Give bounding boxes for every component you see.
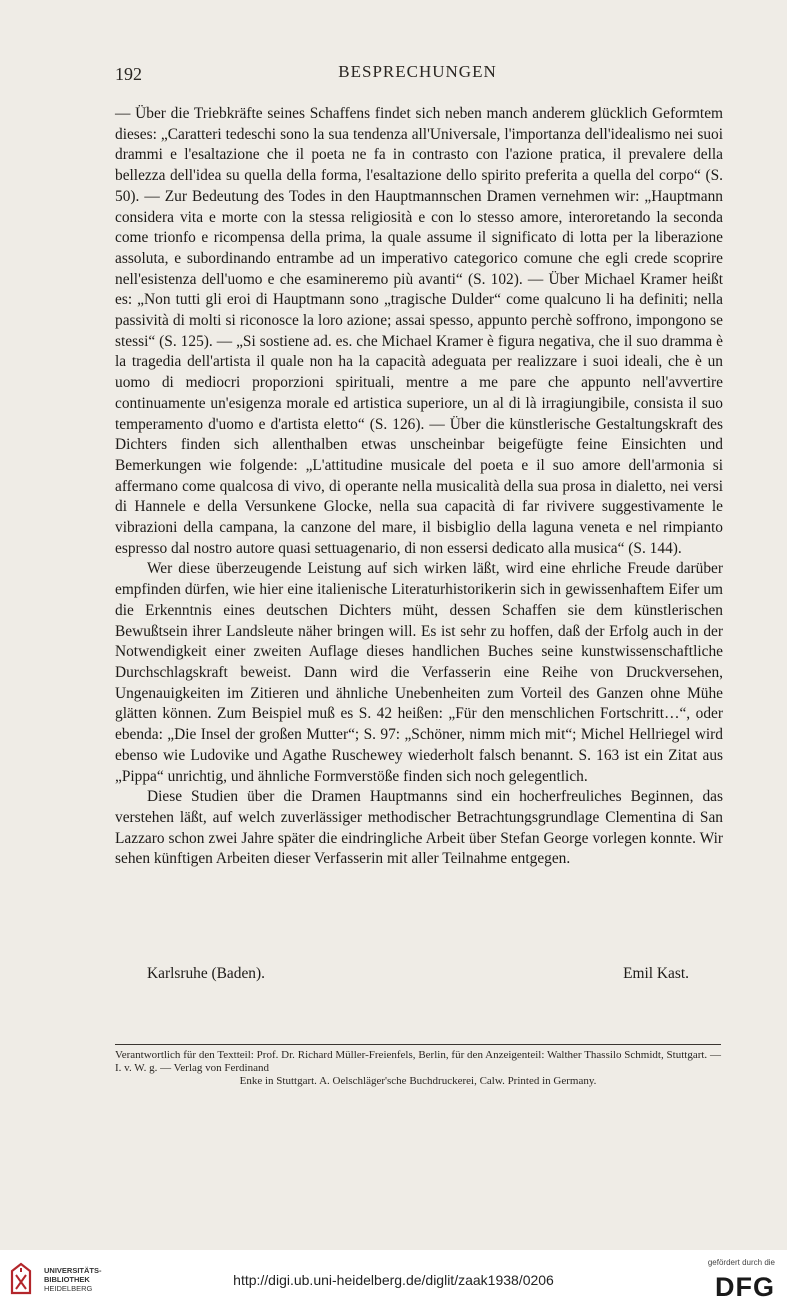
- imprint-divider: [115, 1044, 721, 1045]
- imprint-line: Enke in Stuttgart. A. Oelschläger'sche Buchdruckerei, Calw. Printed in Germany.: [239, 1075, 597, 1087]
- imprint: [115, 1049, 721, 1088]
- imprint-line: Verantwortlich für den Textteil: Prof. Dr. Richard Müller-Freienfels, Berlin, für den Anzeigenteil: Walther Thassilo Schmidt, Stuttgart. — I. v. W. g. — Verlag von Ferdinand: [115, 1049, 721, 1074]
- sponsor-caption: gefördert durch die: [707, 1258, 775, 1267]
- paragraph: Wer diese überzeugende Leistung auf sich wirken läßt, wird eine ehrliche Freude darüber empfinden dürfen, wie hier eine italienische Literaturhistorikerin sich in gewissenhaftem Eifer um die Erkenntnis eines deutschen Dichters müht, dessen Schaffen sie dem künstlerischen Bewußtsein ihrer Landsleute näher bringen will. Es ist sehr zu hoffen, daß der Erfolg auch in der Notwendigkeit einer zweiten Auflage dieses handlichen Buches seine kunstwissenschaftliche Durchschlagskraft beweist. Dann wird die Verfasserin eine Reihe von Druckversehen, Ungenauigkeiten im Zitieren und ähnliche Unebenheiten zum Vorteil des Ganzen ohne Mühe glätten können. Zum Beispiel muß es S. 42 heißen: „Für den menschlichen Fortschritt…“, oder ebenda: „Die Insel der großen Mutter“; S. 97: „Schöner, nimm mich mit“; Michel Hellriegel wird ebenso wie Ludovike und Agathe Ruschewey wiederholt falsch benannt. S. 163 ist ein Zitat aus „Pippa“ unrichtig, und ähnliche Formverstöße finden sich noch gelegentlich.: [115, 560, 723, 785]
- page-number: 192: [115, 64, 142, 84]
- library-name-line: BIBLIOTHEK: [44, 1275, 90, 1284]
- signature-author: Emil Kast.: [623, 965, 689, 982]
- dfg-logo: DFG: [715, 1272, 775, 1302]
- signature-place: Karlsruhe (Baden).: [147, 965, 265, 982]
- library-name-line: HEIDELBERG: [44, 1284, 93, 1293]
- paragraph: Diese Studien über die Dramen Hauptmanns sind ein hocherfreuliches Beginnen, das verstehen läßt, auf welch zuverlässiger methodischer Betrachtungsgrundlage Clementina di San Lazzaro schon zwei Jahre später die eindringliche Arbeit über Stefan George vorlegen konnte. Wir sehen künftigen Arbeiten dieser Verfasserin mit aller Teilnahme entgegen.: [115, 788, 723, 868]
- running-head: BESPRECHUNGEN: [338, 62, 497, 81]
- library-name-line: UNIVERSITÄTS-: [44, 1266, 102, 1275]
- permalink[interactable]: http://digi.ub.uni-heidelberg.de/diglit/zaak1938/0206: [233, 1272, 554, 1288]
- paragraph: — Über die Triebkräfte seines Schaffens findet sich neben manch anderem glücklich Geformtem dieses: „Caratteri tedeschi sono la sua tendenza all'Universale, l'importanza dell'idealismo nei suoi drammi e l'esaltazione che il poeta ne fa in contrasto con l'azione pratica, il prevalere della bellezza dell'idea su quella della forma, l'esaltazione dello spirito preferita a quella del corpo“ (S. 50). — Zur Bedeutung des Todes in den Hauptmannschen Dramen vernehmen wir: „Hauptmann considera vita e morte con la stessa religiosità e con lo stesso amore, interoretando la seconda come trionfo e ricompensa della prima, la quale assume il significato di lotta per la liberazione assoluta, e subordinando entrambe ad un imperativo categorico comune che egli crede scoprire nell'esistenza dell'uomo e che esamineremo più avanti“ (S. 102). — Über Michael Kramer heißt es: „Non tutti gli eroi di Hauptmann sono „tragische Dulder“ come qualcuno li ha definiti; nella passività di molti si riconosce la loro azione; assai spesso, appunto perchè soffrono, impongono se stessi“ (S. 125). — „Si sostiene ad. es. che Michael Kramer è figura negativa, che il suo dramma è la tragedia dell'artista il quale non ha la capacità adeguata per realizzare i suoi ideali, che è un uomo di mediocri proporzioni spirituali, mentre a me pare che appunto nell'avvertire continuamente un'esigenza morale ed artistica superiore, un al di là irragiungibile, consista il suo temperamento d'uomo e d'artista eletto“ (S. 126). — Über die künstlerische Gestaltungskraft des Dichters finden sich allenthalben etwas unscheinbar beigefügte feine Einsichten und Bemerkungen wie folgende: „L'attitudine musicale del poeta e il suo amore dell'armonia si affermano come qualcosa di vivo, di operante nella musicalità della sua prosa in dialetto, nei versi di Hannele e della Versunkene Glocke, nella sua capacità di far rivivere suggestivamente le vibrazioni della campana, la canzone del mare, il bisbiglio della laguna veneta e nel rimpianto espresso dal nostro autore quasi settuagenario, di non essersi dedicato alla musica“ (S. 144).: [115, 105, 723, 557]
- review-body: [115, 104, 723, 870]
- page-header: [115, 60, 720, 88]
- digitization-footer: [0, 1250, 787, 1310]
